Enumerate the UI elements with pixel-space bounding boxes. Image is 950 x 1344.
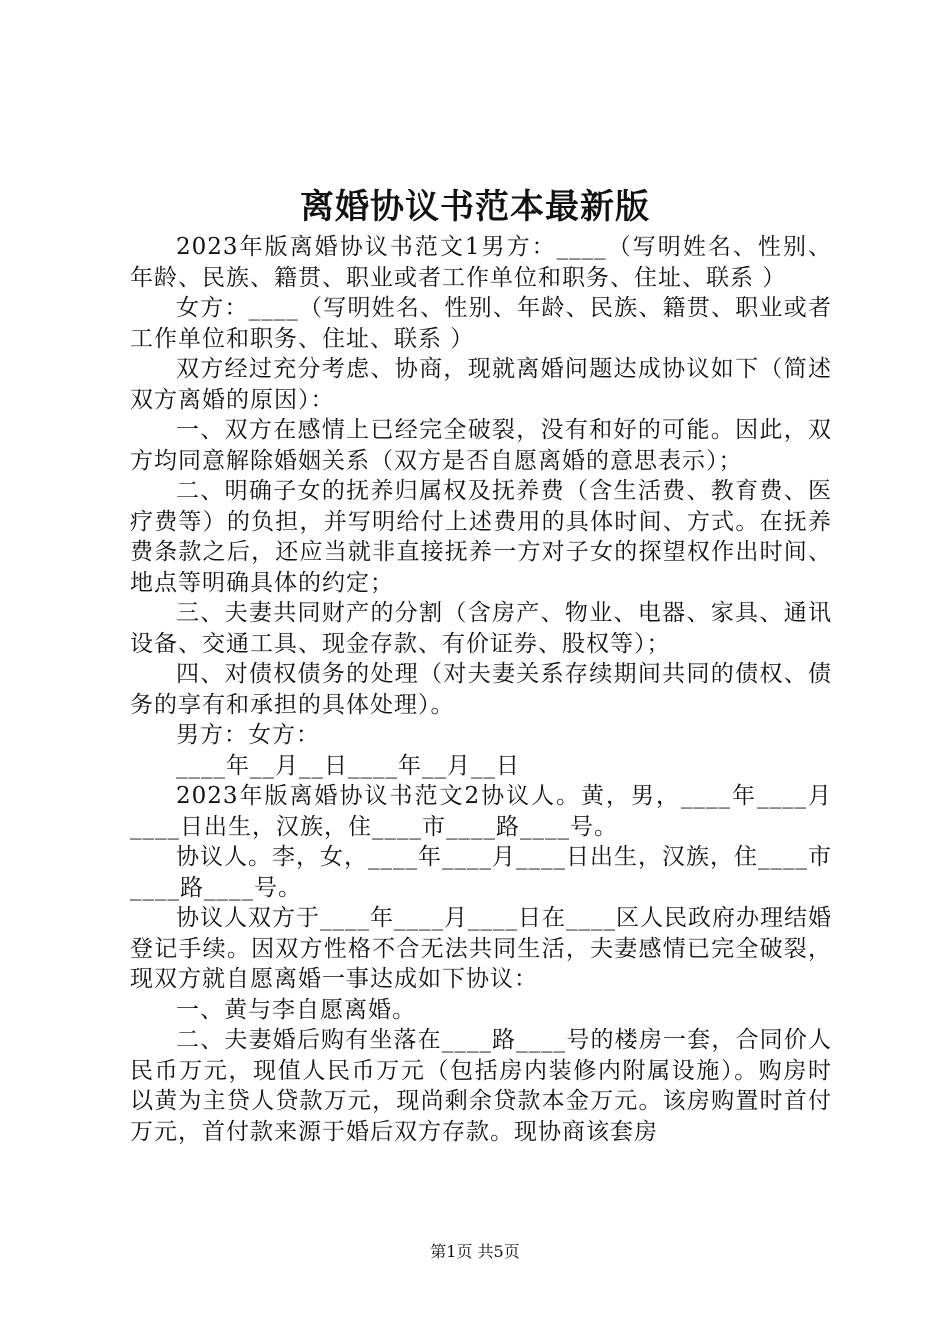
paragraph: 女方：____（写明姓名、性别、年龄、民族、籍贯、职业或者工作单位和职务、住址、联系 ）	[130, 295, 832, 352]
paragraph: 四、对债权债务的处理（对夫妻关系存续期间共同的债权、债务的享有和承担的具体处理）。	[130, 661, 832, 718]
paragraph: 三、夫妻共同财产的分割（含房产、物业、电器、家具、通讯设备、交通工具、现金存款、有价证券、股权等）；	[130, 600, 832, 657]
paragraph: 一、双方在感情上已经完全破裂，没有和好的可能。因此，双方均同意解除婚姻关系（双方是否自愿离婚的意思表示）；	[130, 417, 832, 474]
paragraph: 一、黄与李自愿离婚。	[176, 996, 416, 1023]
paragraph: 二、夫妻婚后购有坐落在____路____号的楼房一套，合同价人民币万元，现值人民币万元（包括房内装修内附属设施）。购房时以黄为主贷人贷款万元，现尚剩余贷款本金万元。该房购置时首付万元，首付款来源于婚后双方存款。现协商该套房	[130, 1027, 832, 1145]
paragraph: 2023年版离婚协议书范文2协议人。黄，男，____年____月____日出生，汉族，住____市____路____号。	[130, 783, 832, 840]
document-body	[130, 232, 832, 1147]
paragraph: 双方经过充分考虑、协商，现就离婚问题达成协议如下（简述双方离婚的原因）：	[130, 356, 832, 413]
paragraph: 2023年版离婚协议书范文1男方：____（写明姓名、性别、年龄、民族、籍贯、职业或者工作单位和职务、住址、联系 ）	[130, 234, 832, 291]
page-footer: 第1页 共5页	[430, 1242, 520, 1261]
paragraph: 协议人双方于____年____月____日在____区人民政府办理结婚登记手续。因双方性格不合无法共同生活，夫妻感情已完全破裂，现双方就自愿离婚一事达成如下协议：	[130, 905, 832, 992]
paragraph: 二、明确子女的抚养归属权及抚养费（含生活费、教育费、医疗费等）的负担，并写明给付上述费用的具体时间、方式。在抚养费条款之后，还应当就非直接抚养一方对子女的探望权作出时间、地点等明确具体的约定；	[130, 478, 832, 596]
paragraph: 协议人。李，女，____年____月____日出生，汉族，住____市____路____号。	[130, 844, 832, 901]
signature-line: 男方：女方：	[176, 722, 320, 748]
document-title: 离婚协议书范本最新版	[300, 187, 650, 227]
date-line: ____年__月__日____年__月__日	[176, 752, 520, 779]
